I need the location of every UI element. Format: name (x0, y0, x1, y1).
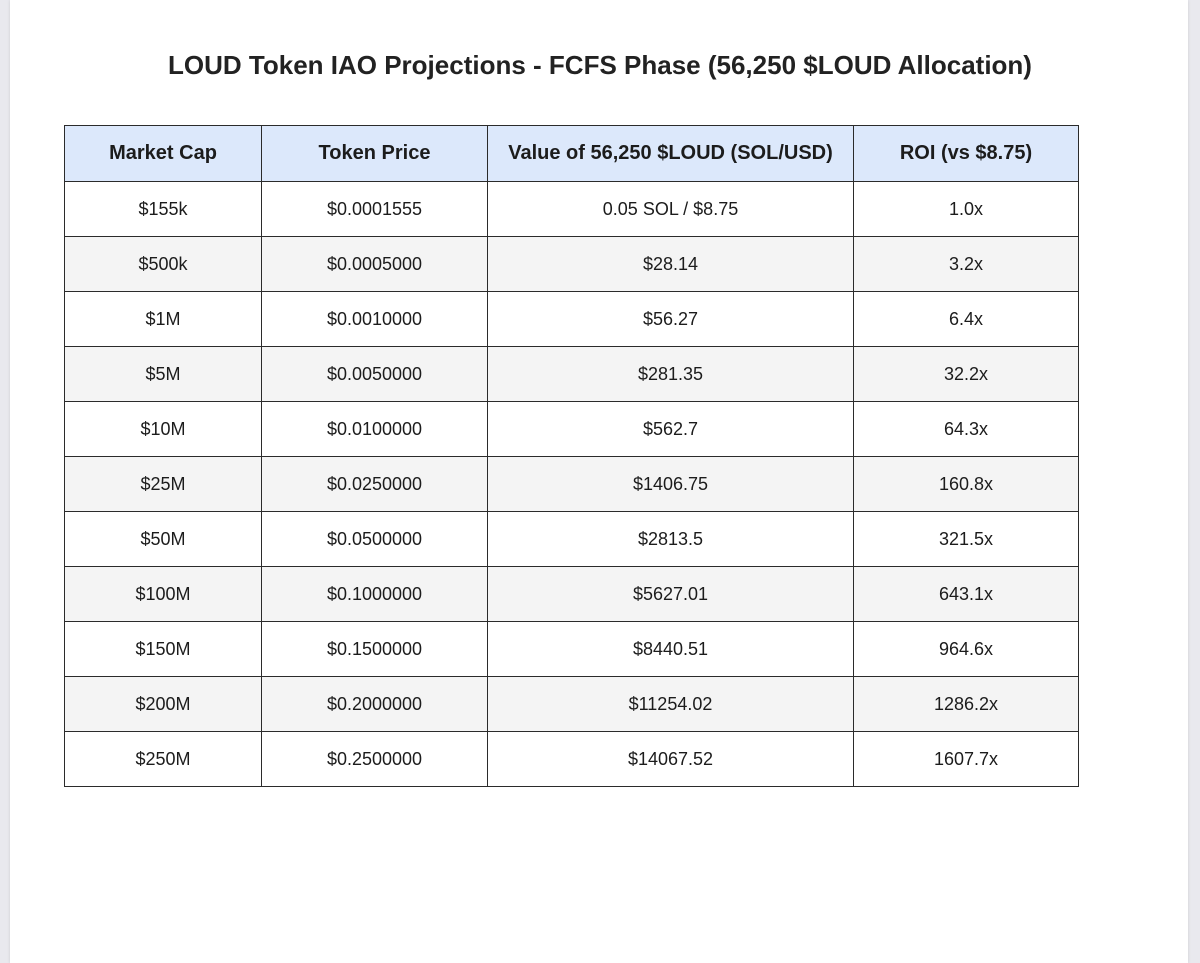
cell-market-cap: $1M (65, 292, 262, 347)
cell-token-price: $0.1500000 (262, 622, 488, 677)
cell-token-price: $0.1000000 (262, 567, 488, 622)
cell-market-cap: $500k (65, 237, 262, 292)
cell-market-cap: $200M (65, 677, 262, 732)
cell-market-cap: $25M (65, 457, 262, 512)
header-token-price: Token Price (262, 126, 488, 182)
cell-roi: 64.3x (854, 402, 1079, 457)
cell-market-cap: $150M (65, 622, 262, 677)
cell-roi: 160.8x (854, 457, 1079, 512)
cell-token-price: $0.0005000 (262, 237, 488, 292)
table-row (65, 182, 1079, 237)
cell-value: $14067.52 (488, 732, 854, 787)
header-roi: ROI (vs $8.75) (854, 126, 1079, 182)
cell-value: $562.7 (488, 402, 854, 457)
cell-roi: 32.2x (854, 347, 1079, 402)
cell-token-price: $0.0250000 (262, 457, 488, 512)
cell-token-price: $0.0010000 (262, 292, 488, 347)
cell-market-cap: $5M (65, 347, 262, 402)
table-row (65, 237, 1079, 292)
table-row (65, 622, 1079, 677)
cell-value: $2813.5 (488, 512, 854, 567)
table-row (65, 347, 1079, 402)
cell-token-price: $0.2000000 (262, 677, 488, 732)
table-row (65, 512, 1079, 567)
table-row (65, 402, 1079, 457)
projections-table (64, 125, 1079, 787)
cell-roi: 1286.2x (854, 677, 1079, 732)
cell-token-price: $0.0001555 (262, 182, 488, 237)
header-value: Value of 56,250 $LOUD (SOL/USD) (488, 126, 854, 182)
table-row (65, 457, 1079, 512)
cell-roi: 964.6x (854, 622, 1079, 677)
cell-market-cap: $100M (65, 567, 262, 622)
cell-token-price: $0.0100000 (262, 402, 488, 457)
cell-roi: 1.0x (854, 182, 1079, 237)
cell-value: $8440.51 (488, 622, 854, 677)
cell-market-cap: $155k (65, 182, 262, 237)
cell-market-cap: $250M (65, 732, 262, 787)
cell-value: $281.35 (488, 347, 854, 402)
cell-value: $1406.75 (488, 457, 854, 512)
table-row (65, 732, 1079, 787)
table-row (65, 292, 1079, 347)
header-market-cap: Market Cap (65, 126, 262, 182)
cell-token-price: $0.0050000 (262, 347, 488, 402)
cell-roi: 3.2x (854, 237, 1079, 292)
table-row (65, 567, 1079, 622)
cell-value: $56.27 (488, 292, 854, 347)
cell-market-cap: $50M (65, 512, 262, 567)
cell-token-price: $0.0500000 (262, 512, 488, 567)
cell-roi: 321.5x (854, 512, 1079, 567)
page-title: LOUD Token IAO Projections - FCFS Phase (56,250 $LOUD Allocation) (168, 50, 1032, 80)
cell-value: $5627.01 (488, 567, 854, 622)
cell-roi: 6.4x (854, 292, 1079, 347)
cell-roi: 1607.7x (854, 732, 1079, 787)
cell-token-price: $0.2500000 (262, 732, 488, 787)
cell-roi: 643.1x (854, 567, 1079, 622)
cell-market-cap: $10M (65, 402, 262, 457)
table-row (65, 677, 1079, 732)
cell-value: $11254.02 (488, 677, 854, 732)
cell-value: 0.05 SOL / $8.75 (488, 182, 854, 237)
cell-value: $28.14 (488, 237, 854, 292)
table-header-row (65, 126, 1079, 182)
